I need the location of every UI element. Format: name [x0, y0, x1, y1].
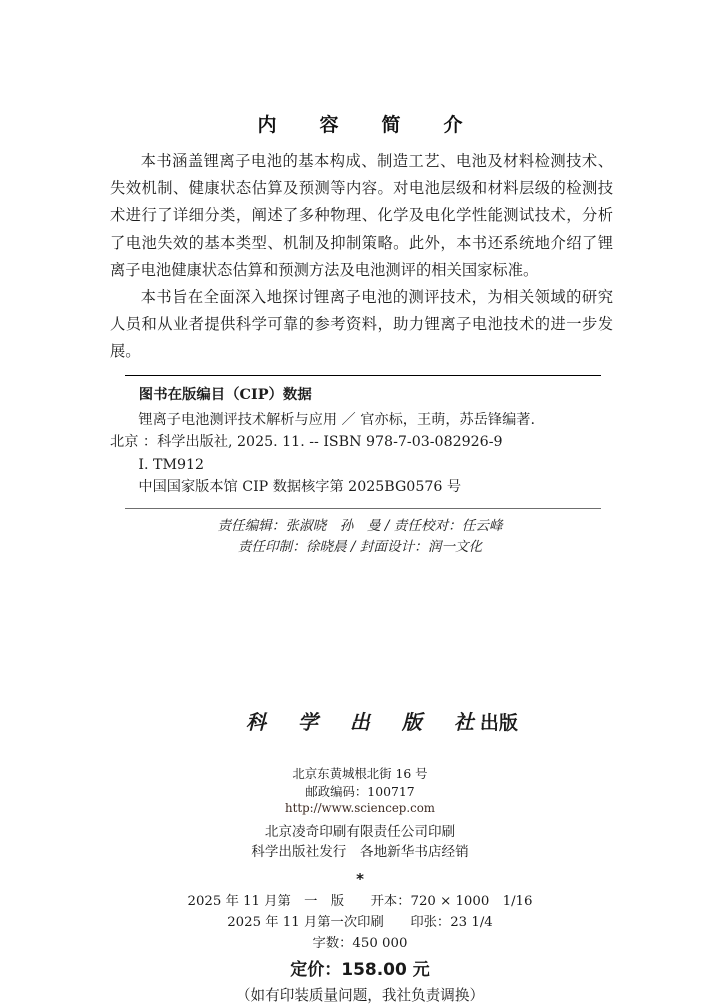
colophon-block [0, 683, 720, 1008]
wordcount-line: 字数：450 000 [312, 935, 408, 951]
publisher-logo-row [0, 683, 720, 762]
printer-line: 北京凌奇印刷有限责任公司印刷 [264, 823, 456, 840]
edition-line: 2025 年 11 月第 一 版 开本：720 × 1000 1/16 [187, 893, 533, 909]
publisher-url[interactable]: http://www.sciencep.com [285, 801, 435, 815]
cip-rule-top [125, 375, 601, 376]
credits-editor-line: 责任编辑：张淑晓 孙 曼 / 责任校对：任云峰 [217, 518, 503, 534]
publisher-logo-suffix: 出版 [479, 712, 518, 734]
separator-asterisk: * [356, 869, 364, 888]
abstract-paragraph-1: 本书涵盖锂离子电池的基本构成、制造工艺、电池及材料检测技术、失效机制、健康状态估算及预测等内容。对电池层级和材料层级的检测技术进行了详细分类，阐述了多种物理、化学及电化学性能测试技术，分析了电池失效的基本类型、机制及抑制策略。此外，本书还系统地介绍了锂离子电池健康状态估算和预测方法及电池测评的相关国家标准。 [110, 152, 613, 279]
cip-block [110, 384, 613, 499]
publisher-address: 北京东黄城根北街 16 号 [292, 766, 428, 781]
exchange-note: （如有印装质量问题，我社负责调换） [235, 986, 485, 1004]
publisher-postcode: 邮政编码：100717 [305, 783, 415, 799]
abstract-heading: 内 容 简 介 [257, 114, 475, 136]
cip-number: 中国国家版本馆 CIP 数据核字第 2025BG0576 号 [138, 479, 462, 496]
cip-entry-line-1: 锂离子电池测评技术解析与应用 ／ 官亦标，王萌，苏岳锋编著. [138, 411, 535, 428]
cip-rule-bottom [125, 508, 601, 509]
credits-block [0, 516, 720, 558]
distribution-line: 科学出版社发行 各地新华书店经销 [251, 843, 469, 860]
cip-entry-line-2: 北京 ：科学出版社, 2025. 11. -- ISBN 978-7-03-082926-9 [110, 434, 503, 451]
abstract-body [110, 148, 613, 366]
cip-title: 图书在版编目（CIP）数据 [138, 386, 312, 403]
impression-line: 2025 年 11 月第一次印刷 印张：23 1/4 [227, 914, 493, 930]
price-line: 定价：158.00 元 [290, 959, 430, 980]
cip-classification: Ⅰ. TM912 [138, 456, 205, 473]
credits-production-line: 责任印制：徐晓晨 / 封面设计：润一文化 [237, 539, 483, 555]
publisher-logo: 科 学 出 版 社 [245, 710, 480, 734]
abstract-paragraph-2: 本书旨在全面深入地探讨锂离子电池的测评技术，为相关领域的研究人员和从业者提供科学可靠的参考资料，助力锂离子电池技术的进一步发展。 [110, 288, 613, 361]
